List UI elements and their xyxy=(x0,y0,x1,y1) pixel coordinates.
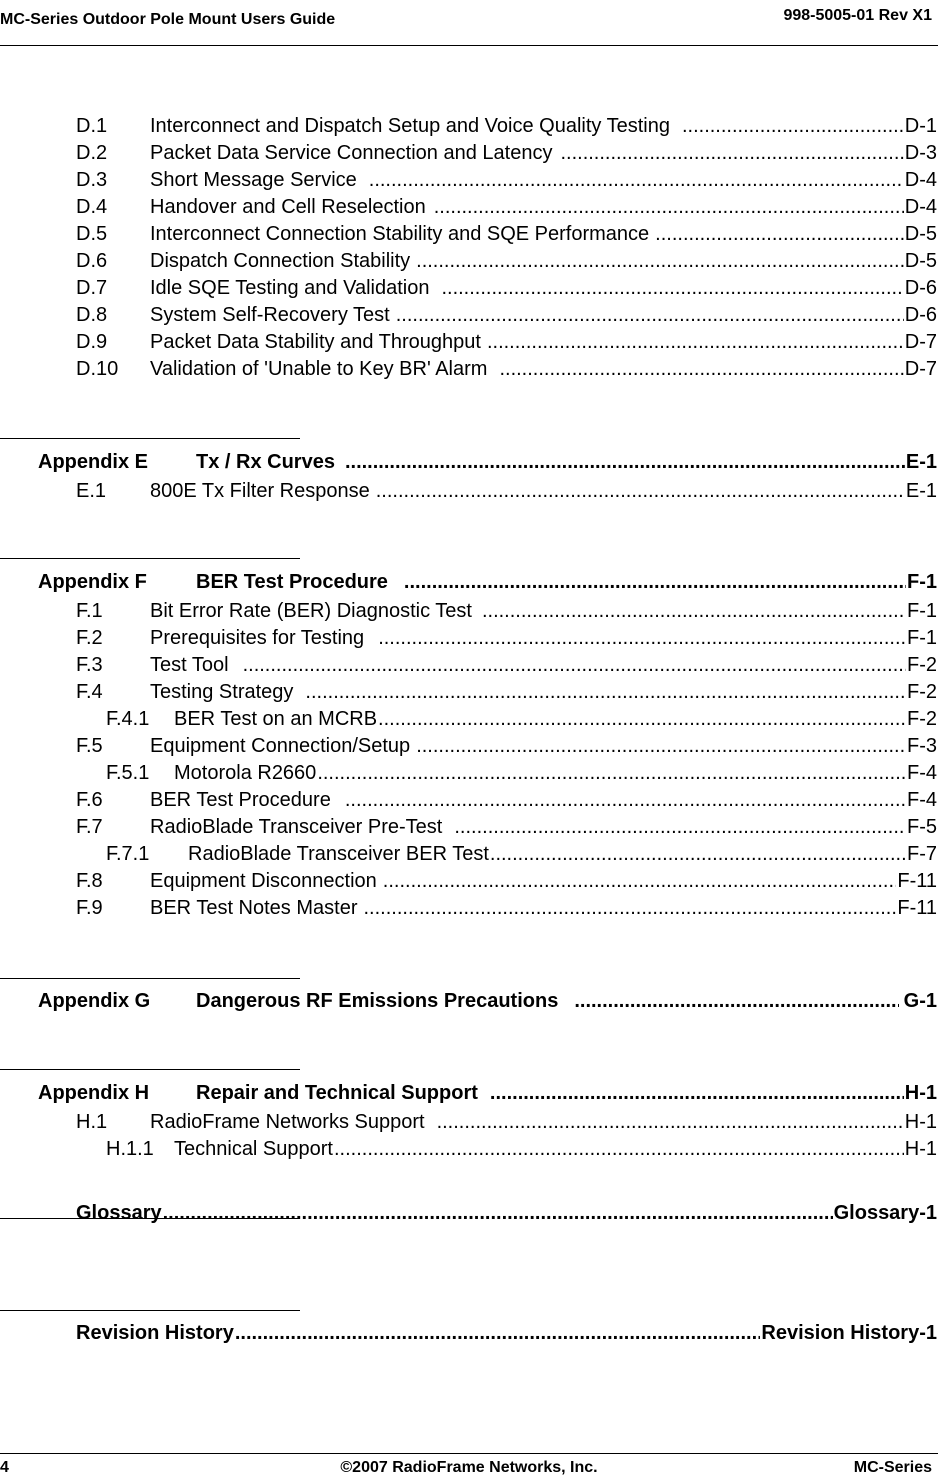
toc-entry-f41[interactable] xyxy=(0,708,937,734)
toc-title: System Self-Recovery Test xyxy=(150,304,390,326)
toc-entry-d2[interactable] xyxy=(0,142,937,168)
toc-page: E-1 xyxy=(905,480,937,502)
toc-entry-f7[interactable] xyxy=(0,816,937,842)
toc-title: Interconnect and Dispatch Setup and Voice Quality Testing xyxy=(150,115,670,137)
toc-page: F-4 xyxy=(907,789,937,811)
dot-leader xyxy=(499,358,903,381)
toc-page: F-1 xyxy=(907,600,937,622)
toc-number: D.4 xyxy=(76,196,108,218)
dot-leader xyxy=(490,1082,904,1105)
toc-page: F-2 xyxy=(907,654,937,676)
dot-leader xyxy=(441,277,903,300)
toc-page: H-1 xyxy=(904,1082,937,1104)
dot-leader xyxy=(487,331,904,354)
toc-page: D-6 xyxy=(904,304,937,326)
toc-title: Motorola R2660 xyxy=(174,762,317,784)
toc-title: Dispatch Connection Stability xyxy=(150,250,411,272)
toc-page: F-11 xyxy=(897,870,937,892)
toc-title: Validation of 'Unable to Key BR' Alarm xyxy=(150,358,488,380)
toc-number: F.5 xyxy=(76,735,103,757)
dot-leader xyxy=(383,870,897,893)
toc-entry-d1[interactable] xyxy=(0,115,937,141)
toc-page: D-7 xyxy=(904,358,937,380)
toc-entry-d6[interactable] xyxy=(0,250,937,276)
toc-page: D-4 xyxy=(904,196,937,218)
toc-title: Packet Data Stability and Throughput xyxy=(150,331,481,353)
dot-leader xyxy=(396,304,904,327)
toc-title: RadioBlade Transceiver BER Test xyxy=(188,843,489,865)
toc-entry-f71[interactable] xyxy=(0,843,937,869)
toc-title: RadioFrame Networks Support xyxy=(150,1111,425,1133)
toc-page: F-4 xyxy=(907,762,937,784)
toc-number: H.1.1 xyxy=(106,1138,154,1160)
toc-page: Revision History-1 xyxy=(761,1322,937,1344)
toc-page: D-6 xyxy=(904,277,937,299)
toc-appendix-title: Repair and Technical Support xyxy=(196,1082,478,1104)
dot-leader xyxy=(574,990,898,1013)
toc-title: Prerequisites for Testing xyxy=(150,627,365,649)
toc-title: BER Test Procedure xyxy=(150,789,331,811)
toc-title: Packet Data Service Connection and Latency xyxy=(150,142,553,164)
dot-leader xyxy=(369,169,904,192)
dot-leader xyxy=(317,762,906,785)
toc-entry-e1[interactable] xyxy=(0,480,937,506)
toc-glossary[interactable] xyxy=(0,1202,937,1228)
dot-leader xyxy=(345,451,905,474)
toc-page: D-1 xyxy=(904,115,937,137)
toc-glossary-title: Glossary xyxy=(76,1202,162,1224)
toc-entry-d8[interactable] xyxy=(0,304,937,330)
toc-appendix-number: Appendix H xyxy=(38,1082,150,1104)
toc-appendix-number: Appendix E xyxy=(38,451,149,473)
toc-entry-d4[interactable] xyxy=(0,196,937,222)
dot-leader xyxy=(490,843,906,866)
toc-entry-f3[interactable] xyxy=(0,654,937,680)
toc-appendix-g[interactable] xyxy=(0,990,937,1016)
toc-title: Interconnect Connection Stability and SQE Performance xyxy=(150,223,650,245)
toc-number: D.3 xyxy=(76,169,108,191)
section-rule xyxy=(0,438,300,439)
toc-entry-f8[interactable] xyxy=(0,870,937,896)
toc-entry-d10[interactable] xyxy=(0,358,937,384)
toc-number: F.2 xyxy=(76,627,103,649)
toc-number: D.2 xyxy=(76,142,108,164)
toc-number: F.7.1 xyxy=(106,843,150,865)
toc-title: RadioBlade Transceiver Pre-Test xyxy=(150,816,443,838)
toc-page: H-1 xyxy=(904,1138,937,1160)
dot-leader xyxy=(482,600,906,623)
toc-page: F-5 xyxy=(907,816,937,838)
toc-page: Glossary-1 xyxy=(833,1202,937,1224)
toc-number: D.8 xyxy=(76,304,108,326)
dot-leader xyxy=(235,1322,761,1345)
footer-series: MC-Series xyxy=(853,1459,932,1476)
toc-number: H.1 xyxy=(76,1111,108,1133)
toc-number: D.6 xyxy=(76,250,108,272)
document-revision: 998-5005-01 Rev X1 xyxy=(783,7,932,24)
page-header xyxy=(0,0,938,46)
toc-number: D.1 xyxy=(76,115,108,137)
dot-leader xyxy=(378,627,906,650)
toc-entry-f4[interactable] xyxy=(0,681,937,707)
toc-title: 800E Tx Filter Response xyxy=(150,480,370,502)
footer-page-number: 4 xyxy=(0,1459,9,1476)
dot-leader xyxy=(305,681,906,704)
toc-page: F-2 xyxy=(907,708,937,730)
toc-number: F.1 xyxy=(76,600,103,622)
toc-number: F.8 xyxy=(76,870,103,892)
dot-leader xyxy=(437,1111,904,1134)
toc-entry-h11[interactable] xyxy=(0,1138,937,1164)
toc-title: Testing Strategy xyxy=(150,681,294,703)
toc-number: D.10 xyxy=(76,358,119,380)
footer-rule xyxy=(0,1453,938,1454)
toc-appendix-title: BER Test Procedure xyxy=(196,571,388,593)
toc-entry-f9[interactable] xyxy=(0,897,937,923)
dot-leader xyxy=(454,816,906,839)
toc-revision-title: Revision History xyxy=(76,1322,234,1344)
toc-entry-f51[interactable] xyxy=(0,762,937,788)
toc-entry-f1[interactable] xyxy=(0,600,937,626)
toc-number: F.7 xyxy=(76,816,103,838)
dot-leader xyxy=(434,196,904,219)
section-rule xyxy=(0,1310,300,1311)
toc-page: D-3 xyxy=(904,142,937,164)
dot-leader xyxy=(655,223,904,246)
toc-page: F-3 xyxy=(907,735,937,757)
dot-leader xyxy=(334,1138,904,1161)
section-rule xyxy=(0,978,300,979)
toc-title: Bit Error Rate (BER) Diagnostic Test xyxy=(150,600,472,622)
toc-appendix-number: Appendix G xyxy=(38,990,151,1012)
section-rule xyxy=(0,1069,300,1070)
toc-number: E.1 xyxy=(76,480,107,502)
toc-appendix-number: Appendix F xyxy=(38,571,147,593)
toc-page: F-1 xyxy=(907,571,937,593)
toc-entry-f6[interactable] xyxy=(0,789,937,815)
toc-title: BER Test on an MCRB xyxy=(174,708,378,730)
dot-leader xyxy=(404,571,906,594)
toc-appendix-title: Tx / Rx Curves xyxy=(196,451,335,473)
toc-title: Equipment Disconnection xyxy=(150,870,377,892)
toc-number: F.4 xyxy=(76,681,103,703)
toc-page: F-11 xyxy=(897,897,937,919)
toc-appendix-f[interactable] xyxy=(0,571,937,597)
toc-entry-d3[interactable] xyxy=(0,169,937,195)
toc-appendix-title: Dangerous RF Emissions Precautions xyxy=(196,990,559,1012)
dot-leader xyxy=(682,115,904,138)
dot-leader xyxy=(345,789,906,812)
toc-title: Idle SQE Testing and Validation xyxy=(150,277,430,299)
dot-leader xyxy=(378,708,906,731)
dot-leader xyxy=(163,1202,833,1225)
toc-page: E-1 xyxy=(905,451,937,473)
toc-title: Handover and Cell Reselection xyxy=(150,196,426,218)
dot-leader xyxy=(376,480,905,503)
toc-entry-f2[interactable] xyxy=(0,627,937,653)
header-rule xyxy=(0,45,938,46)
toc-number: F.6 xyxy=(76,789,103,811)
toc-page: F-7 xyxy=(907,843,937,865)
toc-entry-d5[interactable] xyxy=(0,223,937,249)
toc-number: F.5.1 xyxy=(106,762,150,784)
toc-number: F.3 xyxy=(76,654,103,676)
dot-leader xyxy=(560,142,903,165)
toc-entry-d7[interactable] xyxy=(0,277,937,303)
footer-copyright: ©2007 RadioFrame Networks, Inc. xyxy=(340,1459,598,1476)
toc-title: Test Tool xyxy=(150,654,229,676)
toc-page: D-7 xyxy=(904,331,937,353)
toc-entry-d9[interactable] xyxy=(0,331,937,357)
toc-appendix-h[interactable] xyxy=(0,1082,937,1108)
toc-title: Short Message Service xyxy=(150,169,357,191)
toc-number: D.7 xyxy=(76,277,108,299)
toc-number: D.5 xyxy=(76,223,108,245)
toc-page: F-2 xyxy=(907,681,937,703)
toc-page: D-5 xyxy=(904,223,937,245)
document-title: MC-Series Outdoor Pole Mount Users Guide xyxy=(0,11,336,28)
toc-number: D.9 xyxy=(76,331,108,353)
toc-page: D-4 xyxy=(904,169,937,191)
toc-title: Technical Support xyxy=(174,1138,333,1160)
toc-page: H-1 xyxy=(904,1111,937,1133)
toc-revision-history[interactable] xyxy=(0,1322,937,1348)
toc-number: F.9 xyxy=(76,897,103,919)
dot-leader xyxy=(363,897,896,920)
toc-title: BER Test Notes Master xyxy=(150,897,358,919)
toc-page: F-1 xyxy=(907,627,937,649)
toc-page: G-1 xyxy=(903,990,937,1012)
toc-entry-h1[interactable] xyxy=(0,1111,937,1137)
toc-number: F.4.1 xyxy=(106,708,150,730)
section-rule xyxy=(0,558,300,559)
toc-title: Equipment Connection/Setup xyxy=(150,735,411,757)
toc-entry-f5[interactable] xyxy=(0,735,937,761)
dot-leader xyxy=(416,250,904,273)
toc-page: D-5 xyxy=(904,250,937,272)
dot-leader xyxy=(416,735,906,758)
toc-appendix-e[interactable] xyxy=(0,451,937,477)
dot-leader xyxy=(243,654,906,677)
